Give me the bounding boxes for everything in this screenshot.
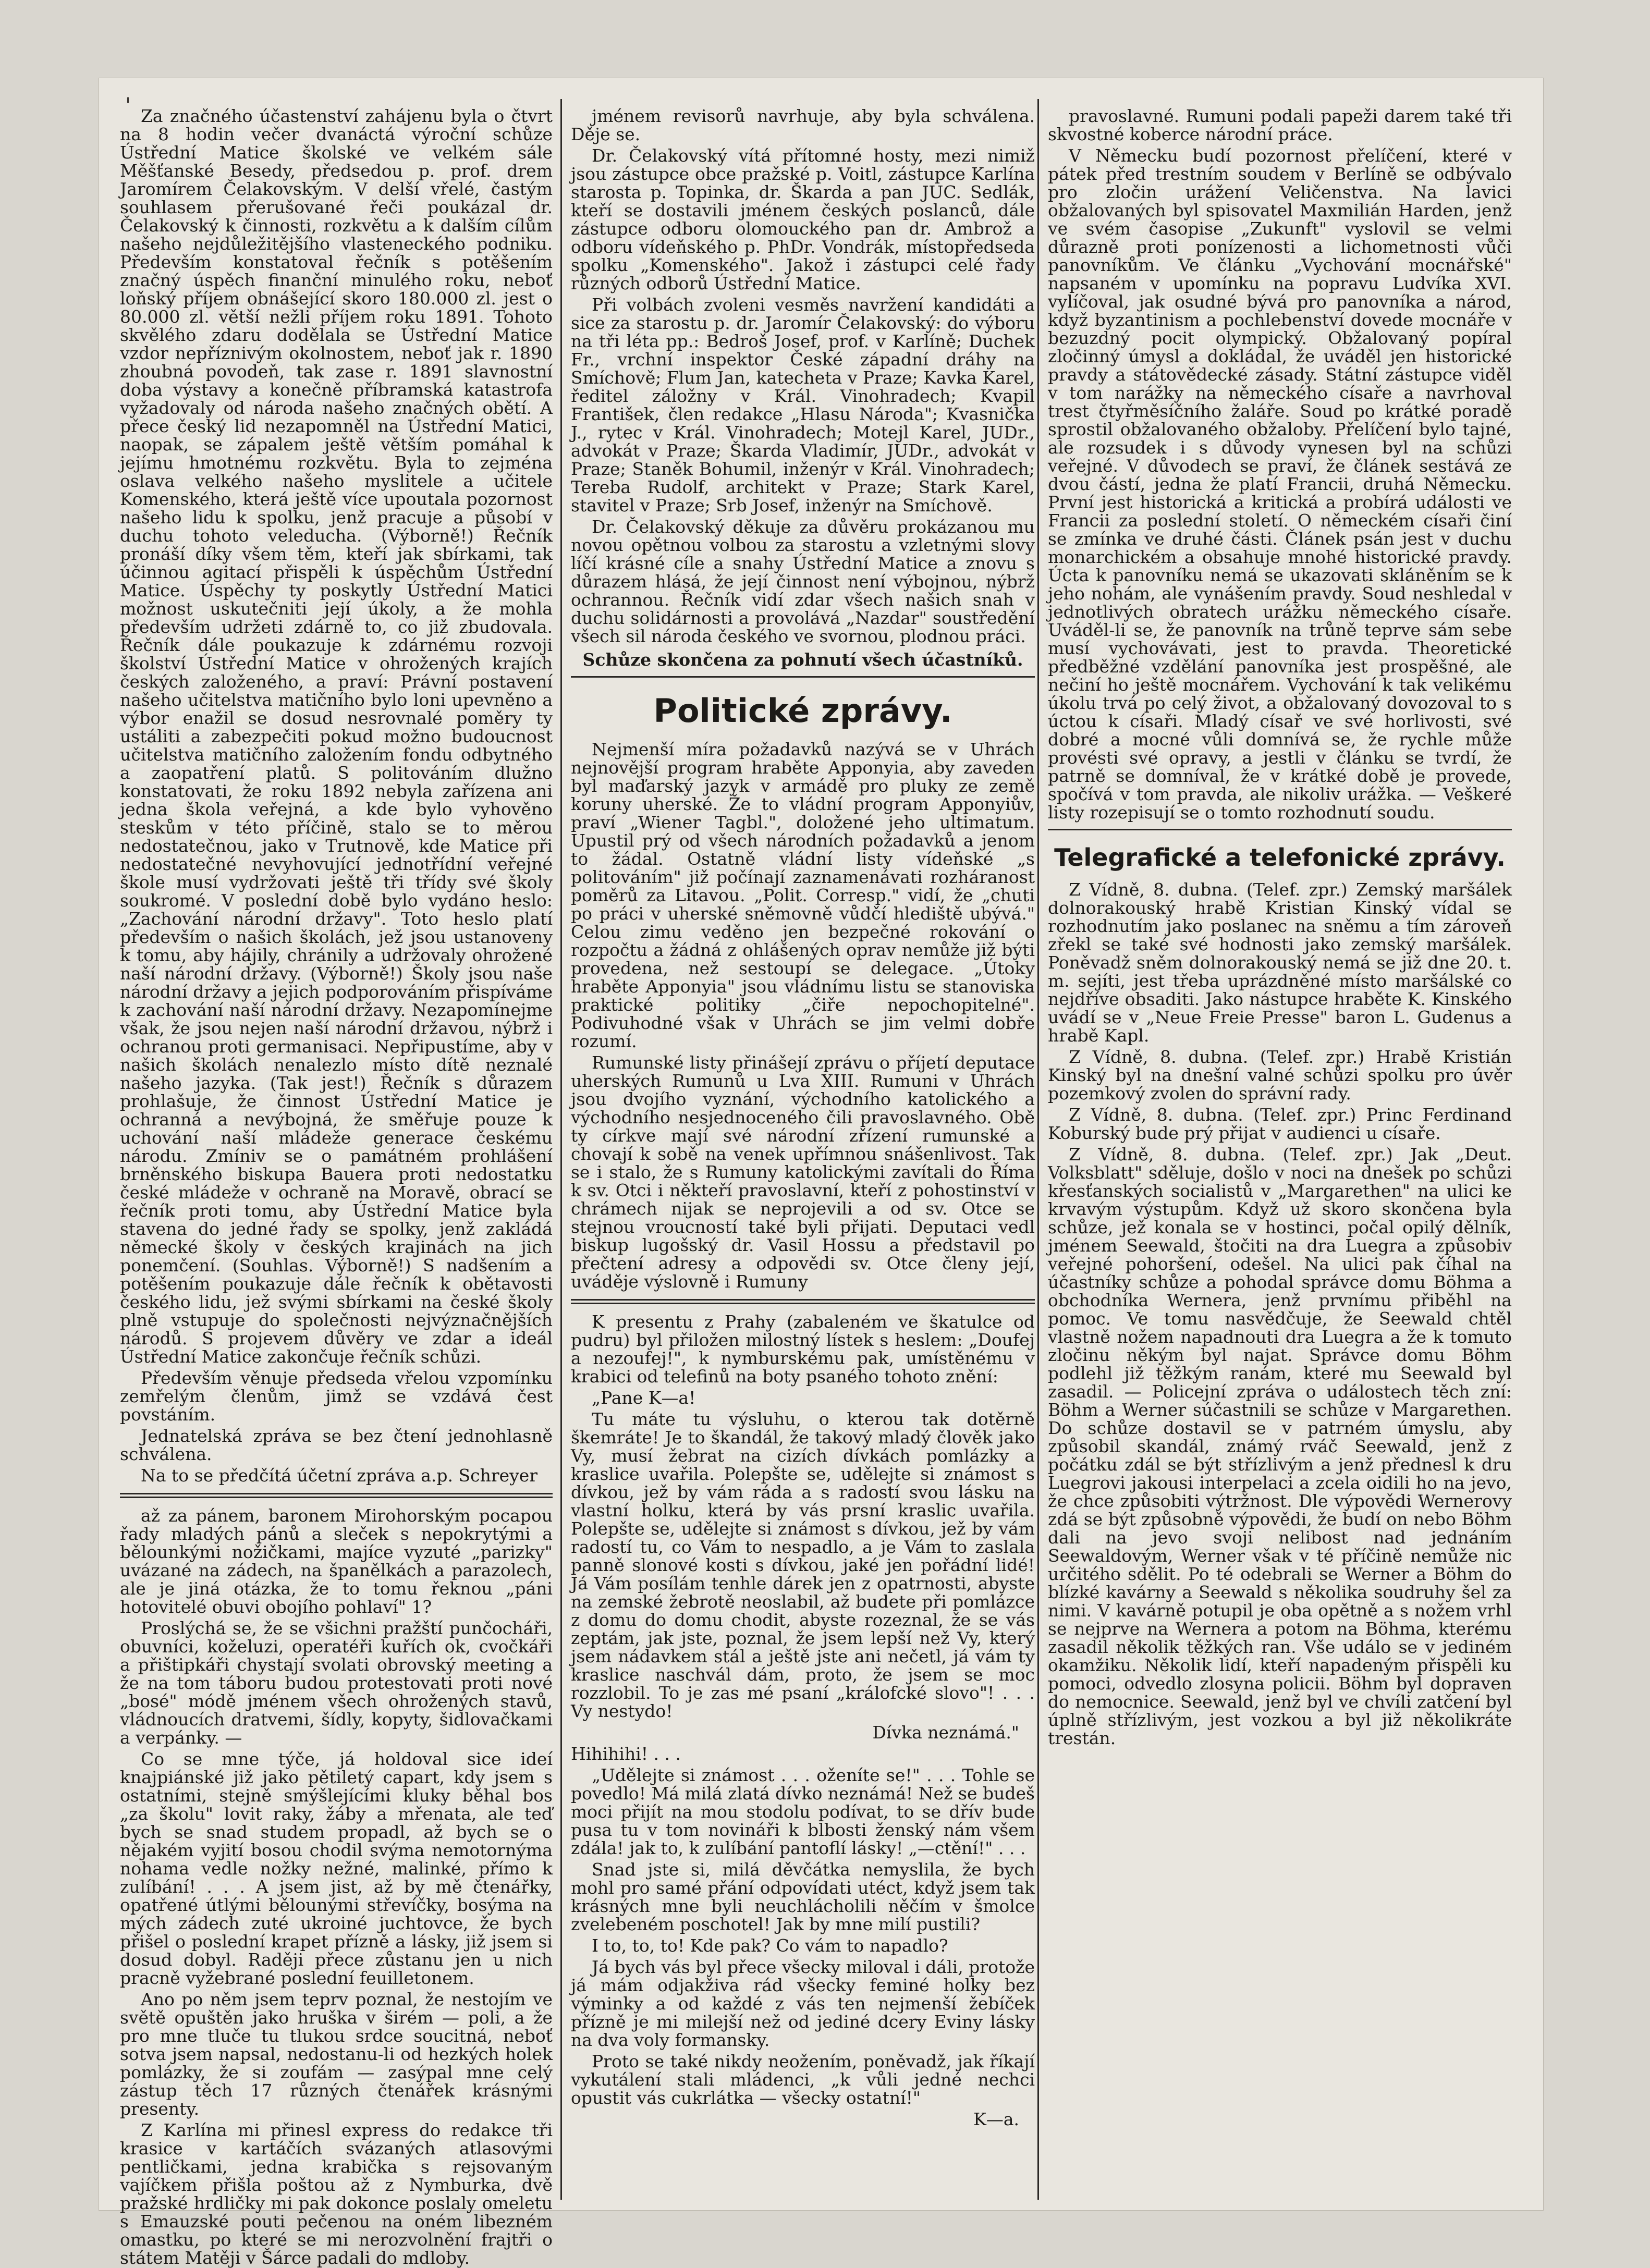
letter-signature: Dívka neznámá."	[872, 1722, 1019, 1743]
feuilleton-paragraph: Tu máte tu výsluhu, o kterou tak dotěrně škemráte! Je to škandál, že takový mladý člověk jako Vy, musí žebrat na cizích dívkách pomlázky a kraslice uvařila. Polepšte se, udělejte si známost s dívkou, jež by vám ráda a s radostí svou lásku na vlastní holku, která by vás prsní kraslic uvařila. Polepšte se, udělejte si známost s dívkou, jež by vám radostí tu, co Vám to nespadlo, a je Vám to zaslala panně slonové kosti s dívkou, jaké jen pořádní lidé! Já Vám posílám tenhle dárek jen z opatrnosti, abyste na zemské žebrotě neoslabil, až budete při pomlázce z domu do domu chodit, abyste rozeznal, že se vás zeptám, jak jste, poznal, že jsem lepší než Vy, který jsem nádavkem stál a ještě jste ani nečetl, já vám ty kraslice naschvál dám, proto, že jsem se moc rozzlobil. To je zas mé psaní „králofcké slovo"! . . . Vy nestydo!	[571, 1409, 1035, 1721]
news-paragraph: Rumunské listy přinášejí zprávu o příjetí deputace uherských Rumunů u Lva XIII. Rumuni v Uhrách jsou dvojího vyznání, východního katolického a východního nesjednoceného čili pravoslavného. Obě ty církve mají své národní zřízení rumunské a chovají k sobě na venek upřímnou snášenlivost. Tak se i stalo, že s Rumuny katolickými zavítali do Říma k sv. Otci i někteří pravoslavní, kteří z pohostinství v chrámech nijak se neprojevili a od sv. Otce se stejnou vroucností také byli přijati. Deputaci vedl biskup lugošský dr. Vasil Hossu a představil po přečtení adresy a odpovědi sv. Otce členy její, uváděje výslovně i Rumuny	[571, 1052, 1035, 1292]
feuilleton-paragraph: I to, to, to! Kde pak? Co vám to napadlo?	[592, 1935, 948, 1956]
feuilleton-divider	[571, 1299, 1035, 1304]
report-paragraph: Jednatelská zpráva se bez čtení jednohlasně schválena.	[120, 1426, 553, 1464]
column-2	[571, 107, 1035, 2187]
feuilleton-paragraph: Snad jste si, milá děvčátka nemyslila, že bych mohl pro samé přání odpovídati utéct, když jsem tak krásných mne byli neuchlácholili něčím v šmolce zvelebeném poschotel! Jak by mne milí pustili?	[571, 1859, 1035, 1934]
news-paragraph: pravoslavné. Rumuni podali papeži darem také tři skvostné koberce národní práce.	[1048, 106, 1512, 144]
section-heading-telegraficke-zpravy: Telegrafické a telefonické zprávy.	[1054, 843, 1506, 872]
feuilleton-paragraph: Proslýchá se, že se všichni pražští punčocháři, obuvníci, koželuzi, operatéři kuřích ok, cvočkáři a přištipkáři chystají svolati obrovský meeting a že na tom táboru budou protestovati proti nové „bosé" módě jménem všech ohrožených stavů, vládnoucích dratvemi, šídly, kopyty, šidlovačkami a verpánky. —	[120, 1618, 553, 1748]
column-1	[120, 106, 553, 2268]
feuilleton-paragraph: až za pánem, baronem Mirohorským pocapou řady mladých pánů a sleček s nepokrytými a bělounkými nožičkami, majíce vyzuté „parizky" uvázané na zádech, na španělkách a parazolech, ale je jiná otázka, že to tomu řeknou „páni hotovitelé obuvi obojího pohlaví" 1?	[120, 1505, 553, 1617]
feuilleton-paragraph: „Pane K—a!	[592, 1388, 696, 1408]
feuilleton-paragraph: Z Karlína mi přinesl express do redakce tři krasice v kartáčích svázaných atlasovými pentličkami, jedna krabička s rejsovaným vajíčkem přišla poštou až z Nymburka, dvě pražské hrdličky mi pak dokonce poslaly omeletu s Emauzské pouti pečenou na oném libezném omastku, po které se mi nerozvolnění frajtři o státem Matěji v Šárce padali do mdloby.	[120, 2120, 553, 2268]
report-paragraph: jménem revisorů navrhuje, aby byla schválena. Děje se.	[571, 106, 1035, 144]
feuilleton-paragraph: Ano po něm jsem teprv poznal, že nestojím ve světě opuštěn jako hruška v širém — poli, a že pro mne tluče tu tlukou srdce soucitná, neboť sotva jsem napsal, nedostanu-li od hezkých holek pomlázky, že si zoufám — zasýpal mne celý zástup těch 17 různých čtenářek krásnými presenty.	[120, 1989, 553, 2119]
feuilleton-paragraph: „Udělejte si známost . . . oženíte se!" . . . Tohle se povedlo! Má milá zlatá dívko neznámá! Než se budeš moci přijít na mou stodolu podívat, to se dřív bude pusa tu v tom novináři k blbosti ženský nám všem zdála! jak to, k zulíbání pantoflí lásky! „—ctění!" . . .	[571, 1765, 1035, 1858]
section-divider	[1048, 829, 1512, 830]
feuilleton-paragraph: Já bych vás byl přece všecky miloval i dáli, protože já mám odjakživa rád všecky feminé holky bez výminky a od každé z vás ten nejmenší žebíček přízně je mi milejší než od jediné dcery Eviny lásky na dva voly formansky.	[571, 1957, 1035, 2050]
telegram-paragraph: Z Vídně, 8. dubna. (Telef. zpr.) Jak „Deut. Volksblatt" sděluje, došlo v noci na dnešek po schůzi křesťanských socialistů v „Margarethen" na ulici ke krvavým výstupům. Když už skoro skončena byla schůze, jež konala se v hostinci, počal opilý dělník, jménem Seewald, štočiti na dra Luegra a způsobiv veřejné pohoršení, odešel. Na ulici pak číhal na účastníky schůze a pohodal správce domu Böhma a obchodníka Wernera, jenž prvnímu přiběhl na pomoc. Ve tomu nasvědčuje, že Seewald chtěl vlastně nožem napadnouti dra Luegra a že k tomuto zločinu někým byl najat. Správce domu Böhm podlehl již těžkým ranám, které mu Seewald byl zasadil. — Policejní zpráva o událostech těch zní: Böhm a Werner súčastnili se schůze v Margarethen. Do schůze dostavil se v patrném úmyslu, aby způsobil skandál, známý rváč Seewald, jenž z počátku zdál se být střízlivým a jenž přednesl k dru Luegrovi jakousi interpelaci a zcela oidili ho na jevo, že chce způsobiti výtržnost. Dle výpovědi Wernerovy zdá se být způsobně výpovědi, že budí on nebo Böhm dali na jevo svoji nelibost nad jednáním Seewaldovým, Werner však v té příčině nemůže nic určitého sdělit. Po té odebrali se Werner a Böhm do blízké kavárny a Seewald s několika soudruhy šel za nimi. V kavárně potupil je oba opětně a s nožem vrhl se nejprve na Wernera a potom na Böhma, kterému zasadil několik těžkých ran. Vše událo se v jediném okamžiku. Několik lidí, kteří napadeným přispěli ku pomoci, odvedlo zlosyna policii. Böhm byl dopraven do nemocnice. Seewald, jenž byl ve chvíli zatčení byl úplně střízlivým, jest vozkou a byl již několikráte trestán.	[1048, 1144, 1512, 1748]
meeting-closing-line: Schůze skončena za pohnutí všech účastníků.	[582, 649, 1023, 670]
newspaper-page	[99, 78, 1543, 2268]
page-corner-mark: '	[125, 94, 131, 118]
author-signature: K—a.	[973, 2109, 1019, 2129]
report-paragraph: Dr. Čelakovský vítá přítomné hosty, mezi nimiž jsou zástupce obce pražské p. Voitl, zástupce Karlína starosta p. Topinka, dr. Škarda a pan JUC. Sedlák, kteří se dostavili jménem českých poslanců, dále zástupce odboru olomouckého pan dr. Ambrož a odboru vídeňského p. PhDr. Vondrák, místopředseda spolku „Komenského". Jakož i zástupci celé řady různých odborů Ústřední Matice.	[571, 145, 1035, 293]
feuilleton-paragraph: K presentu z Prahy (zabaleném ve škatulce od pudru) byl přiložen milostný lístek s heslem: „Doufej a nezoufej!", k nymburskému pak, umístěnému v krabici od telefinů na boty psaného tohoto znění:	[571, 1311, 1035, 1387]
report-paragraph: Na to se předčítá účetní zpráva a.p. Schreyer	[141, 1465, 538, 1486]
feuilleton-paragraph: Co se mne týče, já holdoval sice ideí knajpiánské již jako pětiletý capart, kdy jsem s ostatními, stejně smýšlejícími kluky běhal bos „za školu" lovit raky, žáby a mřenata, ale teď bych se snad studem propadl, až bych se o nějakém vyjití bosou chodil svýma nemotornýma nohama vedle nožky nežné, malinké, přímo k zulíbání! . . . A jsem jist, až by mě čtenářky, opatřené útlými bělounými střevíčky, bosýma na mých zádech zuté ukroiné juchtovce, že bych přišel o poslední krapet přízně a lásky, již jsem si dosud dobyl. Raději přece zůstanu jen u nich pracně vyžebrané poslední feuilletonem.	[120, 1749, 553, 1988]
column-3	[1048, 107, 1512, 2187]
telegram-paragraph: Z Vídně, 8. dubna. (Telef. zpr.) Hrabě Kristián Kinský byl na dnešní valné schůzi spolku pro úvěr pozemkový zvolen do správní rady.	[1048, 1047, 1512, 1104]
feuilleton-paragraph: Proto se také nikdy neožením, poněvadž, jak říkají vykutálení stali mládenci, „k vůli jedné nechci opustit vás cukrlátka — všecky ostatní!"	[571, 2051, 1035, 2108]
column-rule-2	[1037, 99, 1039, 2200]
section-heading-politicke-zpravy: Politické zprávy.	[653, 692, 952, 730]
telegram-paragraph: Z Vídně, 8. dubna. (Telef. zpr.) Zemský maršálek dolnorakouský hrabě Kristian Kinský vídal se rozhodnutím jako poslanec na sněmu a tím zároveň zřekl se také své hodnosti jako zemský maršálek. Poněvadž sněm dolnorakouský nemá se již dne 20. t. m. sejíti, jest třeba uprázdněné místo maršálské co nejdříve obsaditi. Jako nástupce hraběte K. Kinského uvádí se v „Neue Freie Presse" baron L. Gudenus a hrabě Kapl.	[1048, 879, 1512, 1046]
report-paragraph: Při volbách zvoleni vesměs navržení kandidáti a sice za starostu p. dr. Jaromír Čelakovský: do výboru na tři léta pp.: Bedroš Josef, prof. v Karlíně; Duchek Fr., vrchní inspektor České západní dráhy na Smíchově; Flum Jan, katecheta v Praze; Kavka Karel, ředitel záložny v Král. Vinohradech; Kvapil František, člen redakce „Hlasu Národa"; Kvasnička J., rytec v Král. Vinohradech; Motejl Karel, JUDr., advokát v Praze; Škarda Vladimír, JUDr., advokát v Praze; Staněk Bohumil, inženýr v Král. Vinohradech; Tereba Rudolf, architekt v Praze; Stark Karel, stavitel v Praze; Srb Josef, inženýr na Smíchově.	[571, 295, 1035, 516]
feuilleton-paragraph: Hihihihi! . . .	[571, 1744, 681, 1764]
news-paragraph: V Německu budí pozornost přelíčení, které v pátek před trestním soudem v Berlíně se odbývalo pro zločin urážení Veličenstva. Na lavici obžalovaných byl spisovatel Maxmilián Harden, jenž ve svém časopise „Zukunft" vyslovil se velmi důrazně proti ponízenosti a lichometnosti vůči panovníkům. Ve článku „Vychování mocnářské" napsaném v upomínku na popravu Ludvíka XVI. vylíčoval, jak osudné bývá pro panovníka a národ, když byzantinism a pochlebenství dovede mocnáře v bezuzdný pocit olympický. Obžalovaný popíral zločinný úmysl a dokládal, že uváděl jen historické pravdy a státovědecké zásady. Státní zástupce viděl v tom narážky na německého císaře a navrhoval trest čtyřměsíčního žaláře. Soud po krátké poradě sprostil obžalovaného obžaloby. Přelíčení bylo tajné, ale rozsudek i s důvody vynesen byl na schůzi veřejné. V důvodech se praví, že článek sestává ze dvou částí, jedna že platí Francii, druhá Německu. První jest historická a kritická a probírá události ve Francii za poslední století. O německém císaři činí se zmínka ve druhé části. Článek psán jest v duchu monarchickém a obsahuje mnohé historické pravdy. Úcta k panovníku nemá se ukazovati skláněním se k jeho nohám, ale vynášením pravdy. Soud neshledal v jednotlivých obratech urážku německého císaře. Uváděl-li se, že panovník na trůně teprve sám sebe musí vychovávati, jest to pravda. Theoretické předběžné vzdělání panovníka jest prospěšné, ale nečiní ho ještě mocnářem. Vychování k tak velikému úkolu trvá po celý život, a obžalovaný dovozoval to s úctou k císaři. Mladý císař ve své horlivosti, své dobré a mocné vůli domnívá se, že rychle může provésti své opravy, a jestli v článku se tvrdí, že patrně se domníval, že v krátké době je provede, spočívá v tom pravda, ale nikoliv urážka. — Veškeré listy rozepisují se o tomto rozhodnutí soudu.	[1048, 145, 1512, 823]
report-paragraph: Za značného účastenství zahájenu byla o čtvrt na 8 hodin večer dvanáctá výroční schůze Ústřední Matice školské ve velkém sále Měšťanské Besedy, předsedou p. prof. drem Jaromírem Čelakovským. V delší vřelé, častým souhlasem přerušované řeči poukázal dr. Čelakovský k činnosti, rozkvětu a k dalším cílům našeho nejdůležitějšího vlasteneckého podniku. Především konstatoval řečník s potěšením značný úspěch finanční minulého roku, neboť loňský příjem obnášející skoro 180.000 zl. jest o 80.000 zl. větší nežli příjem roku 1891. Tohoto skvělého zdaru dodělala se Ústřední Matice vzdor nepříznivým okolnostem, neboť jak r. 1890 zhoubná povodeň, tak zase r. 1891 slavnostní doba výstavy a konečně příbramská katastrofa vyžadovaly od národa našeho značných obětí. A přece český lid nezapomněl na Ústřední Matici, naopak, se zápalem ještě větším pomáhal k jejímu hmotnému rozkvětu. Byla to zejména oslava velkého našeho myslitele a učitele Komenského, která ještě více upoutala pozornost našeho lidu k spolku, jenž pracuje a působí v duchu tohoto veleducha. (Výborně!) Řečník pronáší díky všem těm, kteří jak sbírkami, tak účinnou agitací přispěli k úspěchům Ústřední Matice. Úspěchy ty poskytly Ústřední Matici možnost uskutečniti její úkoly, a že mohla především udržeti zdárně to, co již zbudovala. Řečník dále poukazuje k zdárnému rozvoji školství Ústřední Matice v ohrožených krajích českých založeného, a praví: Právní postavení našeho učitelstva matičního bylo loni upevněno a výbor enažil se dosud nesrovnalé poměry ty ustáliti a zabezpečiti pokud možno budoucnost učitelstva matičního založením fondu odbytného a zaopatření platů. S politováním dlužno konstatovati, že roku 1892 nebyla zařízena ani jedna škola veřejná, a kde bylo vyhověno steskům v této příčině, stalo se to měrou nedostatečnou, jako v Trutnově, kde Matice při nedostatečné nevyhovující jednotřídní veřejné škole musí vydržovati ještě tři třídy své školy soukromé. V poslední době bylo vydáno heslo: „Zachování národní državy". Toto heslo platí především o našich školách, jež jsou ustanoveny k tomu, aby hájily, chránily a udržovaly ohrožené naší národní državy. (Výborně!) Školy jsou naše národní državy a jejich podporováním přispíváme k zachování naší národní državy. Nezapomínejme však, že jsou nejen naší národní državou, nýbrž i ochranou proti germanisaci. Nepřipustíme, aby v našich školách nenalezlo místo dítě neznalé našeho jazyka. (Tak jest!) Řečník s důrazem prohlašuje, že činnost Ústřední Matice je ochranná a nevýbojná, že směřuje pouze k uchování naší mládeže generace českému národu. Zmíniv se o památném prohlášení brněnského biskupa Bauera proti nedostatku české mládeže v ochraně na Moravě, obrací se řečník proti tomu, aby Ústřední Matice byla stavena do jedné řady se spolky, jenž zakládá německé školy v českých krajinách na jich ponemčení. (Souhlas. Výborně!) S nadšením a potěšením poukazuje dále řečník k obětavosti českého lidu, jež svými sbírkami na české školy plně vstupuje do společnosti nejvýznačnějších národů. S projevem důvěry ve zdar a ideál Ústřední Matice zakončuje řečník schůzi.	[120, 106, 553, 1367]
column-rule-1	[560, 99, 562, 2200]
report-paragraph: Především věnuje předseda vřelou vzpomínku zemřelým členům, jimž se vzdává čest povstáním.	[120, 1368, 553, 1425]
report-paragraph: Dr. Čelakovský děkuje za důvěru prokázanou mu novou opětnou volbou za starostu a vzletnými slovy líčí krásné cíle a snahy Ústřední Matice a znovu s důrazem hlásá, že její činnost není výbojnou, nýbrž ochrannou. Řečník vidí zdar všech našich snah v duchu solidárnosti a provolává „Nazdar" soustředění všech sil národa českého ve svornou, plodnou práci.	[571, 517, 1035, 646]
feuilleton-divider	[120, 1493, 553, 1498]
telegram-paragraph: Z Vídně, 8. dubna. (Telef. zpr.) Princ Ferdinand Koburský bude prý přijat v audienci u císaře.	[1048, 1105, 1512, 1143]
section-divider	[571, 676, 1035, 678]
news-paragraph: Nejmenší míra požadavků nazývá se v Uhrách nejnovější program hraběte Apponyia, aby zaveden byl maďarský jazyk v armádě pro pluky ze země koruny uherské. Že to vládní program Apponyiův, praví „Wiener Tagbl.", doložené jeho ultimatum. Upustil prý od všech národních požadavků a jenom to žádal. Ostatně vládní listy vídeňské „s politováním" již počínají zaznamenávati rozháranost poměrů za Litavou. „Polit. Corresp." vidí, že „chuti po práci v uherské sněmovně vůdčí hlediště ubývá." Celou zimu veděno jen bezpečné rokování o rozpočtu a žádná z ohlášených oprav nemůže již býti provedena, než sestoupí se delegace. „Útoky hraběte Apponyia" jsou vládnímu listu se stanoviska praktické politiky „čiře nepochopitelné". Podivuhodné však v Uhrách se jim velmi dobře rozumí.	[571, 739, 1035, 1051]
